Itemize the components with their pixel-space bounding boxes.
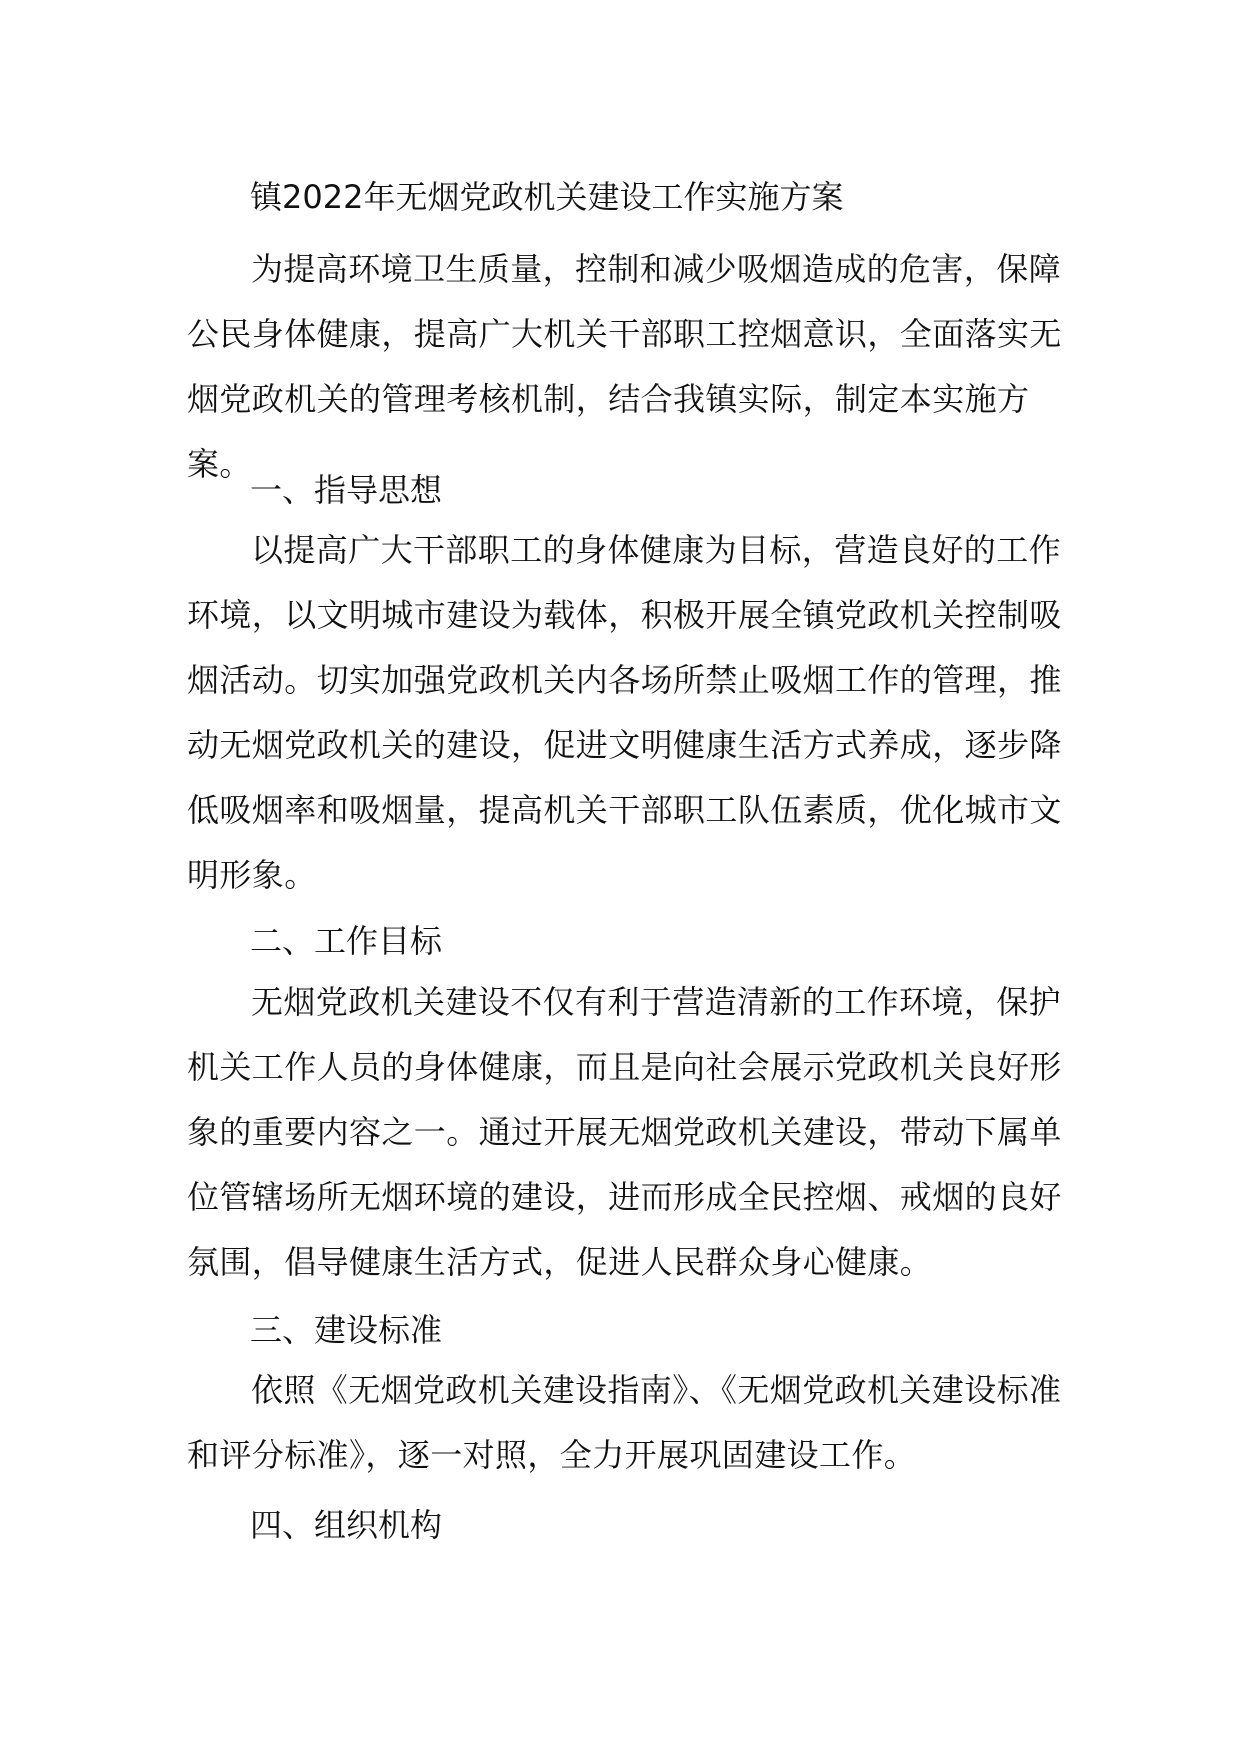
section-heading-organization: 四、组织机构 bbox=[250, 1506, 443, 1544]
section-body-guiding-ideology: 以提高广大干部职工的身体健康为目标，营造良好的工作环境，以文明城市建设为载体，积极开展全镇党政机关控制吸烟活动。切实加强党政机关内各场所禁止吸烟工作的管理，推动无烟党政机关的建设，促进文明健康生活方式养成，逐步降低吸烟率和吸烟量，提高机关干部职工队伍素质，优化城市文明形象。 bbox=[187, 531, 1062, 894]
section-heading-work-goals: 二、工作目标 bbox=[250, 922, 443, 960]
document-title: 镇2022年无烟党政机关建设工作实施方案 bbox=[250, 178, 844, 216]
intro-paragraph: 为提高环境卫生质量，控制和减少吸烟造成的危害，保障公民身体健康，提高广大机关干部职工控烟意识，全面落实无烟党政机关的管理考核机制，结合我镇实际，制定本实施方案。 bbox=[187, 250, 1062, 483]
section-body-work-goals: 无烟党政机关建设不仅有利于营造清新的工作环境，保护机关工作人员的身体健康，而且是向社会展示党政机关良好形象的重要内容之一。通过开展无烟党政机关建设，带动下属单位管辖场所无烟环境的建设，进而形成全民控烟、戒烟的良好氛围，倡导健康生活方式，促进人民群众身心健康。 bbox=[187, 983, 1062, 1281]
section-heading-construction-standards: 三、建设标准 bbox=[250, 1311, 443, 1349]
section-heading-guiding-ideology: 一、指导思想 bbox=[250, 471, 443, 509]
section-body-construction-standards: 依照《无烟党政机关建设指南》、《无烟党政机关建设标准和评分标准》，逐一对照，全力开展巩固建设工作。 bbox=[187, 1371, 1062, 1474]
